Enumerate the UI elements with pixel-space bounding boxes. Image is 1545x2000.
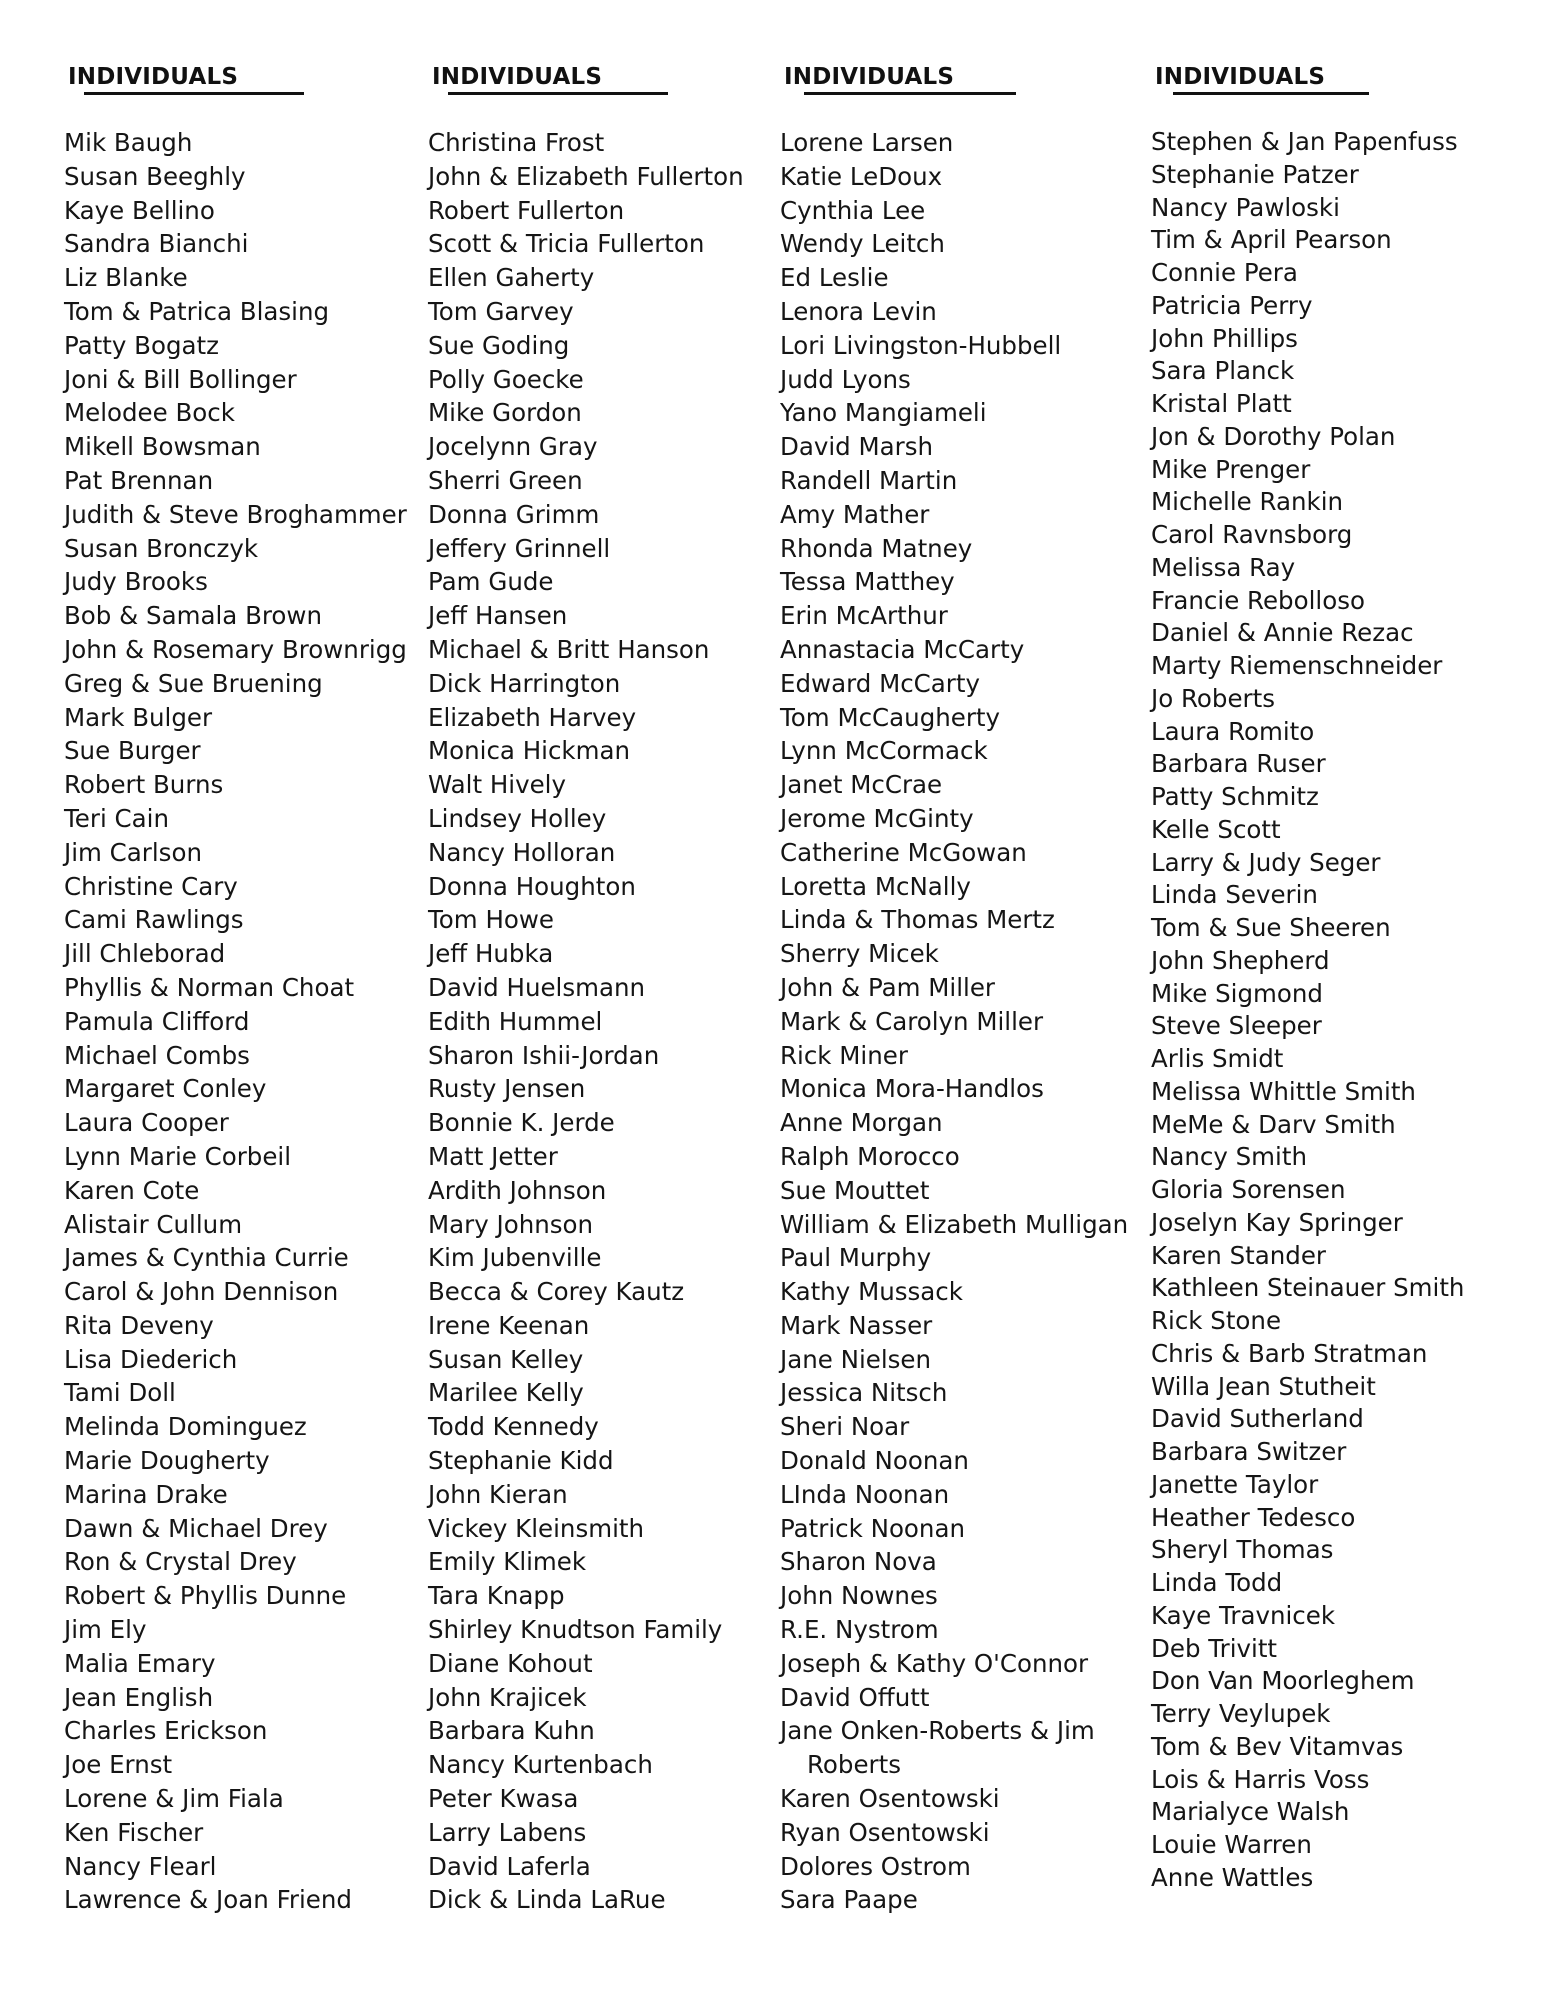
donor-name: Lois & Harris Voss [1151,1764,1370,1794]
donor-name: Matt Jetter [428,1141,558,1171]
donor-name: Todd Kennedy [428,1412,599,1442]
donor-name: Kaye Bellino [64,195,215,225]
header-underline [84,92,304,95]
donor-name: David Huelsmann [428,972,646,1002]
donor-name: Stephen & Jan Papenfuss [1151,127,1458,156]
donor-name: Tim & April Pearson [1151,225,1392,255]
donor-name: Kelle Scott [1151,814,1281,844]
donor-name: Marty Riemenschneider [1151,651,1443,680]
donor-name: Robert Fullerton [428,195,625,225]
donor-name: Tami Doll [64,1378,176,1408]
donor-name: Marilee Kelly [428,1378,584,1408]
donor-name: Lori Livingston-Hubbell [780,330,1062,360]
donor-name: Susan Kelley [428,1344,584,1374]
donor-name: John & Rosemary Brownrigg [64,634,407,664]
donor-name-continuation: Roberts [807,1750,901,1780]
donor-name: Cami Rawlings [64,905,244,935]
donor-name: Anne Morgan [780,1108,943,1138]
donor-name: Rhonda Matney [780,533,973,563]
donor-name: Barbara Switzer [1151,1437,1347,1466]
donor-name: Willa Jean Stutheit [1151,1371,1376,1401]
donor-name: Mike Sigmond [1151,978,1323,1008]
donor-name: Margaret Conley [64,1074,267,1104]
donor-name: Elizabeth Harvey [428,702,637,732]
donor-name: Phyllis & Norman Choat [64,972,355,1002]
donor-name: Joni & Bill Bollinger [64,364,297,394]
donor-name: Jean English [64,1682,214,1712]
donor-name: Charles Erickson [64,1716,268,1746]
donor-name: Jane Onken-Roberts & Jim [780,1716,1095,1746]
donor-name: Lorene Larsen [780,128,954,157]
donor-name: Judith & Steve Broghammer [64,499,407,529]
donor-name: Michael Combs [64,1040,250,1070]
donor-name: Linda Severin [1151,880,1318,910]
donor-name: Mike Prenger [1151,454,1311,484]
donor-name: R.E. Nystrom [780,1615,939,1645]
donor-name: John Krajicek [428,1682,587,1712]
donor-name: Chris & Barb Stratman [1151,1338,1428,1368]
donor-name: David Marsh [780,432,934,462]
donor-name: Michelle Rankin [1151,487,1344,517]
donor-name: Jon & Dorothy Polan [1151,421,1396,451]
donor-name: Barbara Ruser [1151,749,1326,779]
donor-name: Karen Osentowski [780,1784,1000,1814]
donor-name: Rick Stone [1151,1306,1282,1335]
donor-name: Yano Mangiameli [780,398,987,428]
column-header: INDIVIDUALS [1155,64,1326,90]
donor-name: Carol & John Dennison [64,1277,339,1307]
donor-name: Tom Howe [428,905,554,935]
donor-name: David Offutt [780,1682,930,1712]
donor-name: Kristal Platt [1151,389,1292,418]
donor-name: Ryan Osentowski [780,1817,990,1847]
donor-name: Joe Ernst [64,1750,173,1780]
donor-name: Becca & Corey Kautz [428,1277,685,1307]
donor-name: Melissa Whittle Smith [1151,1076,1416,1106]
donor-name: Kathleen Steinauer Smith [1151,1273,1465,1303]
donor-name: Jo Roberts [1151,683,1275,713]
donor-name: Susan Bronczyk [64,533,259,563]
donor-name: Sherri Green [428,465,583,495]
donor-name: Stephanie Patzer [1151,159,1359,189]
donor-name: Sara Planck [1151,356,1295,386]
donor-name: Lynn McCormack [780,736,988,766]
donor-name: Pat Brennan [64,465,214,495]
donor-name-list [780,126,1128,1917]
donor-name: Paul Murphy [780,1243,932,1273]
donor-name: Melissa Ray [1151,552,1296,582]
donor-name: Edward McCarty [780,668,980,698]
donor-name: Pamula Clifford [64,1006,250,1036]
donor-name: Tara Knapp [428,1581,565,1611]
donor-name: Vickey Kleinsmith [428,1513,645,1543]
donor-name: Sandra Bianchi [64,229,249,259]
donor-name: Ed Leslie [780,263,889,293]
donor-name: Kaye Travnicek [1151,1600,1336,1630]
header-underline [1173,92,1369,95]
donor-name: Kim Jubenville [428,1243,602,1273]
donor-name: Tom & Sue Sheeren [1151,913,1391,942]
donor-name: Melinda Dominguez [64,1412,307,1442]
donor-name: Donna Grimm [428,499,600,529]
donor-name: Ron & Crystal Drey [64,1547,297,1577]
donor-name: Christine Cary [64,871,238,901]
donor-name: Marialyce Walsh [1151,1797,1350,1827]
donor-name: Amy Mather [780,499,930,529]
donor-name: Steve Sleeper [1151,1011,1322,1041]
donor-name: Stephanie Kidd [428,1446,614,1476]
header-underline [804,92,1016,95]
donor-name: Tessa Matthey [780,567,955,597]
donor-name: Connie Pera [1151,258,1298,287]
donor-name: Dick Harrington [428,668,621,698]
donor-name: Bob & Samala Brown [64,601,322,631]
donor-name: Mik Baugh [64,128,193,157]
donor-name: Catherine McGowan [780,837,1027,867]
donor-name: John Nownes [780,1581,938,1611]
donor-name: Sherry Micek [780,939,939,969]
donor-name: Jessica Nitsch [780,1378,948,1408]
donor-name: John Phillips [1151,323,1298,353]
donor-name: Mark Nasser [780,1310,933,1340]
column-header: INDIVIDUALS [432,64,603,90]
donor-name: John Kieran [428,1479,568,1509]
donor-name: William & Elizabeth Mulligan [780,1209,1129,1239]
column-header: INDIVIDUALS [68,64,239,90]
donor-name-list [428,126,744,1917]
donor-name: Cynthia Lee [780,195,926,225]
donor-name: Mike Gordon [428,398,582,428]
donor-name: Karen Stander [1151,1240,1326,1270]
donor-name: Sharon Nova [780,1547,937,1577]
donor-name: Joselyn Kay Springer [1151,1207,1403,1237]
donor-name: John Shepherd [1151,945,1330,975]
donor-name: Janette Taylor [1151,1469,1319,1499]
donor-name: Donald Noonan [780,1446,969,1476]
donor-name: Robert & Phyllis Dunne [64,1581,347,1611]
donor-name: Jeff Hansen [428,601,568,631]
donor-name: Nancy Holloran [428,837,616,867]
donor-name: Jim Ely [64,1615,147,1645]
donor-name: Daniel & Annie Rezac [1151,618,1414,648]
column-header: INDIVIDUALS [784,64,955,90]
donor-name: David Laferla [428,1851,591,1881]
donor-name: Donna Houghton [428,871,636,901]
donor-name: Nancy Flearl [64,1851,217,1881]
donor-name: Edith Hummel [428,1006,603,1036]
donor-name: Louie Warren [1151,1830,1312,1859]
donor-name: Patrick Noonan [780,1513,965,1543]
donor-name: Wendy Leitch [780,229,945,259]
donor-name: Anne Wattles [1151,1862,1314,1892]
donor-name: Laura Romito [1151,716,1315,746]
donor-name: Nancy Kurtenbach [428,1750,653,1780]
donor-name: LInda Noonan [780,1479,950,1509]
donor-name: Dawn & Michael Drey [64,1513,328,1543]
donor-name: Lawrence & Joan Friend [64,1885,352,1915]
donor-name: Annastacia McCarty [780,634,1025,664]
donor-name: Randell Martin [780,465,958,495]
donor-name: Rusty Jensen [428,1074,586,1104]
donor-name: Jeff Hubka [428,939,554,969]
donor-name: Loretta McNally [780,871,971,901]
donor-name: James & Cynthia Currie [64,1243,349,1273]
donor-name: Liz Blanke [64,263,188,293]
donor-name: Greg & Sue Bruening [64,668,323,698]
donor-name: Tom & Bev Vitamvas [1151,1731,1404,1761]
donor-name: Susan Beeghly [64,161,246,191]
donor-name: Terry Veylupek [1151,1699,1331,1728]
donor-name: Jerome McGinty [780,803,974,833]
donor-name: Lisa Diederich [64,1344,238,1374]
donor-name: Barbara Kuhn [428,1716,595,1746]
donor-name: Scott & Tricia Fullerton [428,229,705,259]
donor-name: Walt Hively [428,770,566,800]
donor-name: Emily Klimek [428,1547,587,1577]
donor-name: Katie LeDoux [780,161,943,191]
donor-name: Sara Paape [780,1885,918,1915]
donor-name: Rick Miner [780,1040,908,1070]
donor-name: Sheryl Thomas [1151,1535,1334,1565]
donor-name: Jeffery Grinnell [428,533,611,563]
donor-name: Lindsey Holley [428,803,607,833]
donor-name: Peter Kwasa [428,1784,579,1814]
header-underline [448,92,668,95]
donor-name: Linda Todd [1151,1568,1283,1597]
donor-name: Lenora Levin [780,296,937,326]
donor-name: Diane Kohout [428,1648,593,1678]
donor-name: Sue Goding [428,330,570,360]
donor-name: Nancy Smith [1151,1142,1307,1172]
donor-name: Heather Tedesco [1151,1502,1356,1532]
donor-name: Michael & Britt Hanson [428,634,710,664]
donor-name: Ellen Gaherty [428,263,595,293]
donor-name: Patty Bogatz [64,330,220,360]
donor-name: Jim Carlson [64,837,202,867]
donor-name: Christina Frost [428,128,605,157]
donor-name: Ken Fischer [64,1817,204,1847]
donor-name: Linda & Thomas Mertz [780,905,1055,935]
donor-name: Sheri Noar [780,1412,910,1442]
donor-name: Tom McCaugherty [780,702,1001,732]
donor-name: Erin McArthur [780,601,948,631]
donor-name: Monica Mora-Handlos [780,1074,1044,1104]
donor-name-list [1151,126,1464,1895]
donor-name: Patty Schmitz [1151,782,1319,811]
donor-name: Arlis Smidt [1151,1044,1284,1073]
donor-name: Monica Hickman [428,736,631,766]
donor-name: Karen Cote [64,1175,200,1205]
donor-name: Judy Brooks [64,567,208,597]
donor-name: Deb Trivitt [1151,1633,1278,1663]
donor-name: Marina Drake [64,1479,228,1509]
donor-name: Sue Burger [64,736,201,766]
donor-name: Lorene & Jim Fiala [64,1784,284,1814]
donor-name: John & Elizabeth Fullerton [428,161,744,191]
donor-name: Ralph Morocco [780,1141,960,1171]
donor-name: Don Van Moorleghem [1151,1666,1415,1696]
donor-name: Polly Goecke [428,364,584,394]
donor-name: Joseph & Kathy O'Connor [780,1648,1089,1678]
donor-name: Janet McCrae [780,770,943,800]
donor-name: Jocelynn Gray [428,432,598,462]
donor-name: Kathy Mussack [780,1277,963,1307]
donor-name: Larry & Judy Seger [1151,847,1381,877]
donor-name: David Sutherland [1151,1404,1364,1434]
donor-name: Shirley Knudtson Family [428,1615,723,1645]
donor-name: Mary Johnson [428,1209,594,1239]
donor-name: Teri Cain [64,803,169,833]
donor-name: Jane Nielsen [780,1344,932,1374]
donor-name: Tom & Patrica Blasing [64,296,330,326]
donor-name: Alistair Cullum [64,1209,243,1239]
donor-name: John & Pam Miller [780,972,995,1002]
donor-name: Ardith Johnson [428,1175,607,1205]
donor-name: Mikell Bowsman [64,432,261,462]
donor-name: Pam Gude [428,567,554,597]
donor-name: Dolores Ostrom [780,1851,971,1881]
donor-name: Laura Cooper [64,1108,229,1138]
donor-name: Judd Lyons [780,364,911,394]
donor-name: Melodee Bock [64,398,235,428]
donor-name: Nancy Pawloski [1151,192,1340,222]
donor-name: Lynn Marie Corbeil [64,1141,292,1171]
donor-name: MeMe & Darv Smith [1151,1109,1396,1139]
donor-name: Mark & Carolyn Miller [780,1006,1044,1036]
donor-name: Mark Bulger [64,702,213,732]
donor-name-list [64,126,407,1917]
donor-name: Irene Keenan [428,1310,590,1340]
donor-name: Sharon Ishii-Jordan [428,1040,660,1070]
donor-name: Jill Chleborad [64,939,226,969]
donor-name: Bonnie K. Jerde [428,1108,615,1138]
donor-name: Sue Mouttet [780,1175,930,1205]
donor-name: Rita Deveny [64,1310,214,1340]
donor-name: Patricia Perry [1151,290,1313,320]
donor-name: Dick & Linda LaRue [428,1885,666,1915]
donor-name: Malia Emary [64,1648,216,1678]
donor-name: Francie Rebolloso [1151,585,1365,615]
donor-name: Larry Labens [428,1817,587,1847]
donor-name: Tom Garvey [428,296,574,326]
donor-name: Carol Ravnsborg [1151,520,1353,549]
donor-name: Marie Dougherty [64,1446,270,1476]
donor-name: Gloria Sorensen [1151,1175,1346,1204]
donor-name: Robert Burns [64,770,224,800]
